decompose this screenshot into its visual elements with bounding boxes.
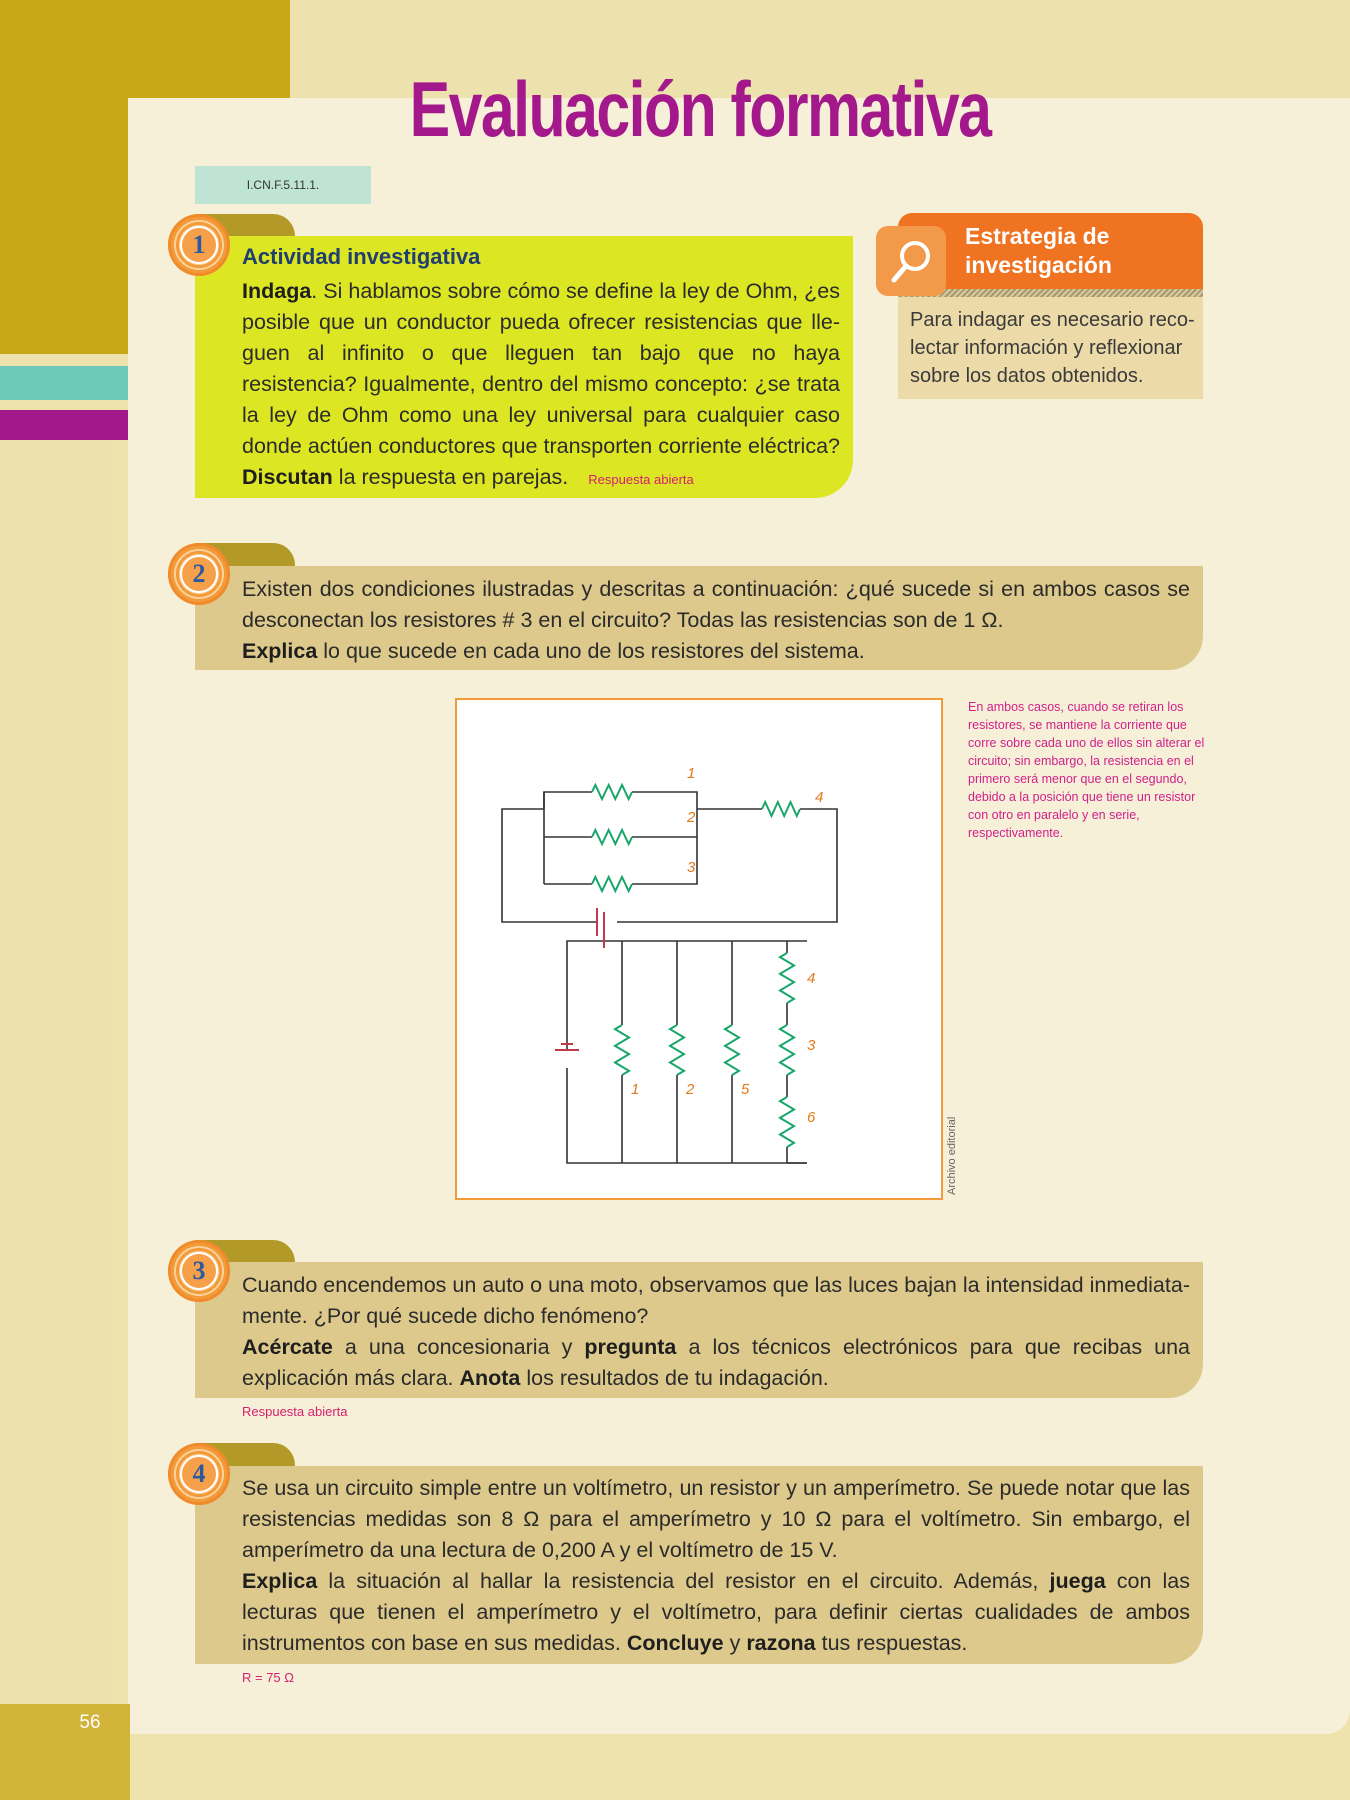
left-margin-strip <box>0 440 110 1800</box>
section-1-number-badge <box>168 214 230 276</box>
resistor-label: 6 <box>807 1109 816 1126</box>
section-3-number: 3 <box>180 1252 218 1290</box>
teal-stripe <box>0 366 128 400</box>
section-1-bold-indaga: Indaga <box>242 279 312 303</box>
resistor-label: 4 <box>815 789 824 806</box>
resistor-labels <box>631 765 823 1126</box>
section-4-bold-explica: Explica <box>242 1569 318 1593</box>
section-4-problem: Se usa un circuito simple entre un voltímetro, un resistor y un amperímetro. Se puede notar que las resistencias medidas son 8 Ω para el amperímetro y 10 Ω para el voltímetro. Sin embargo, el amperímetro da una lectura de 0,200 A y el voltímetro de 15 V. <box>242 1476 1190 1562</box>
section-4-bold-juega: juega <box>1049 1569 1106 1593</box>
resistor-label: 2 <box>687 809 696 826</box>
section-3-bold-pregunta: pregunta <box>584 1335 677 1359</box>
page-number: 56 <box>79 1712 101 1733</box>
page-title: Evaluación formativa <box>409 65 991 153</box>
circuit-figure <box>455 698 943 1200</box>
section-1-body: . Si hablamos sobre cómo se define la ley de Ohm, ¿es posible que un conductor pueda ofrecer resistencias que lleguen al infinito o que lleguen tan bajo que no haya resistencia? Igualmente, dentro del mismo concepto: ¿se trata la ley de Ohm como una ley universal para cualquier caso donde actúen conductores que transporten corriente eléctrica? <box>242 279 840 458</box>
section-2-text <box>242 574 1190 667</box>
section-3-answer: Respuesta abierta <box>242 1404 348 1419</box>
section-1-answer: Respuesta abierta <box>588 472 694 487</box>
magnifier-icon <box>876 226 946 296</box>
section-2-number-badge <box>168 543 230 605</box>
strategy-text: Para indagar es necesario recolectar información y reflexionar sobre los datos obtenidos. <box>910 309 1195 387</box>
section-1-bold-discutan: Discutan <box>242 465 333 489</box>
resistor-label: 3 <box>807 1037 816 1054</box>
section-3-number-badge <box>168 1240 230 1302</box>
section-1-body-end: la respuesta en parejas. <box>332 465 569 489</box>
section-4-number-badge <box>168 1443 230 1505</box>
section-3-text-part: a una concesionaria y <box>332 1335 585 1359</box>
circuit-diagram <box>457 700 945 1202</box>
image-credit: Archivo editorial <box>946 1116 958 1195</box>
section-3-bold-acercate: Acércate <box>242 1335 333 1359</box>
section-3-text-part: a los técnicos electrónicos para que recibas una explicación más clara. <box>242 1335 1190 1390</box>
resistor-label: 4 <box>807 970 816 987</box>
section-1-heading: Actividad investigativa <box>242 244 481 269</box>
resistor-label: 5 <box>741 1081 750 1098</box>
section-4-text-part: y <box>723 1631 747 1655</box>
resistor-2 <box>592 830 632 844</box>
section-3-text <box>242 1270 1190 1394</box>
resistor-1 <box>592 785 632 799</box>
section-1-text <box>242 276 840 495</box>
resistor-6 <box>670 1025 684 1075</box>
strategy-title-line-2: investigación <box>965 252 1112 278</box>
strategy-title <box>965 222 1112 280</box>
section-2-instruction: lo que sucede en cada uno de los resistores del sistema. <box>317 639 865 663</box>
olive-side-decoration <box>0 0 128 354</box>
section-4-text-part: con las lecturas que tienen el amperímetro y el voltímetro, para definir ciertas cualidades de ambos instrumentos con base en sus medidas. <box>242 1569 1190 1655</box>
resistor-label: 3 <box>687 859 696 876</box>
section-1-number: 1 <box>180 226 218 264</box>
resistor-label: 2 <box>686 1081 695 1098</box>
section-3-question: Cuando encendemos un auto o una moto, observamos que las luces bajan la intensidad inmediatamente. ¿Por qué sucede dicho fenómeno? <box>242 1273 1190 1328</box>
section-2-question: Existen dos condiciones ilustradas y descritas a continuación: ¿qué sucede si en ambos casos se desconectan los resistores # 3 en el circuito? Todas las resistencias son de 1 Ω. <box>242 577 1190 632</box>
section-4-text <box>242 1473 1190 1659</box>
resistor-label: 1 <box>631 1081 640 1098</box>
section-3-bold-anota: Anota <box>459 1366 521 1390</box>
section-2-answer: En ambos casos, cuando se retiran los resistores, se mantiene la corriente que corre sobre cada uno de ellos sin alterar el circuito; sin embargo, la resistencia en el primero será menor que en el segundo, debido a la posición que tiene un resistor con otro en paralelo y en serie, respectivamente. <box>968 700 1205 840</box>
curriculum-code: I.CN.F.5.11.1. <box>195 166 371 204</box>
resistor-8 <box>780 953 794 1003</box>
resistor-3 <box>592 877 632 891</box>
section-4-text-part: la situación al hallar la resistencia del resistor en el circuito. Además, <box>317 1569 1050 1593</box>
magenta-stripe <box>0 410 128 440</box>
section-4-bold-razona: razona <box>746 1631 816 1655</box>
resistor-10 <box>780 1097 794 1147</box>
resistor-9 <box>780 1025 794 1075</box>
section-4-answer: R = 75 Ω <box>242 1670 294 1685</box>
section-3-text-part: los resultados de tu indagación. <box>520 1366 829 1390</box>
section-2-number: 2 <box>180 555 218 593</box>
section-2-bold-explica: Explica <box>242 639 318 663</box>
resistor-group <box>592 785 800 1147</box>
resistor-label: 1 <box>687 765 696 782</box>
resistor-4 <box>762 802 800 816</box>
resistor-7 <box>725 1025 739 1075</box>
section-4-bold-concluye: Concluye <box>626 1631 724 1655</box>
section-4-text-part: tus respuestas. <box>815 1631 968 1655</box>
resistor-5 <box>615 1025 629 1075</box>
strategy-title-line-1: Estrategia de <box>965 223 1110 249</box>
section-4-number: 4 <box>180 1455 218 1493</box>
